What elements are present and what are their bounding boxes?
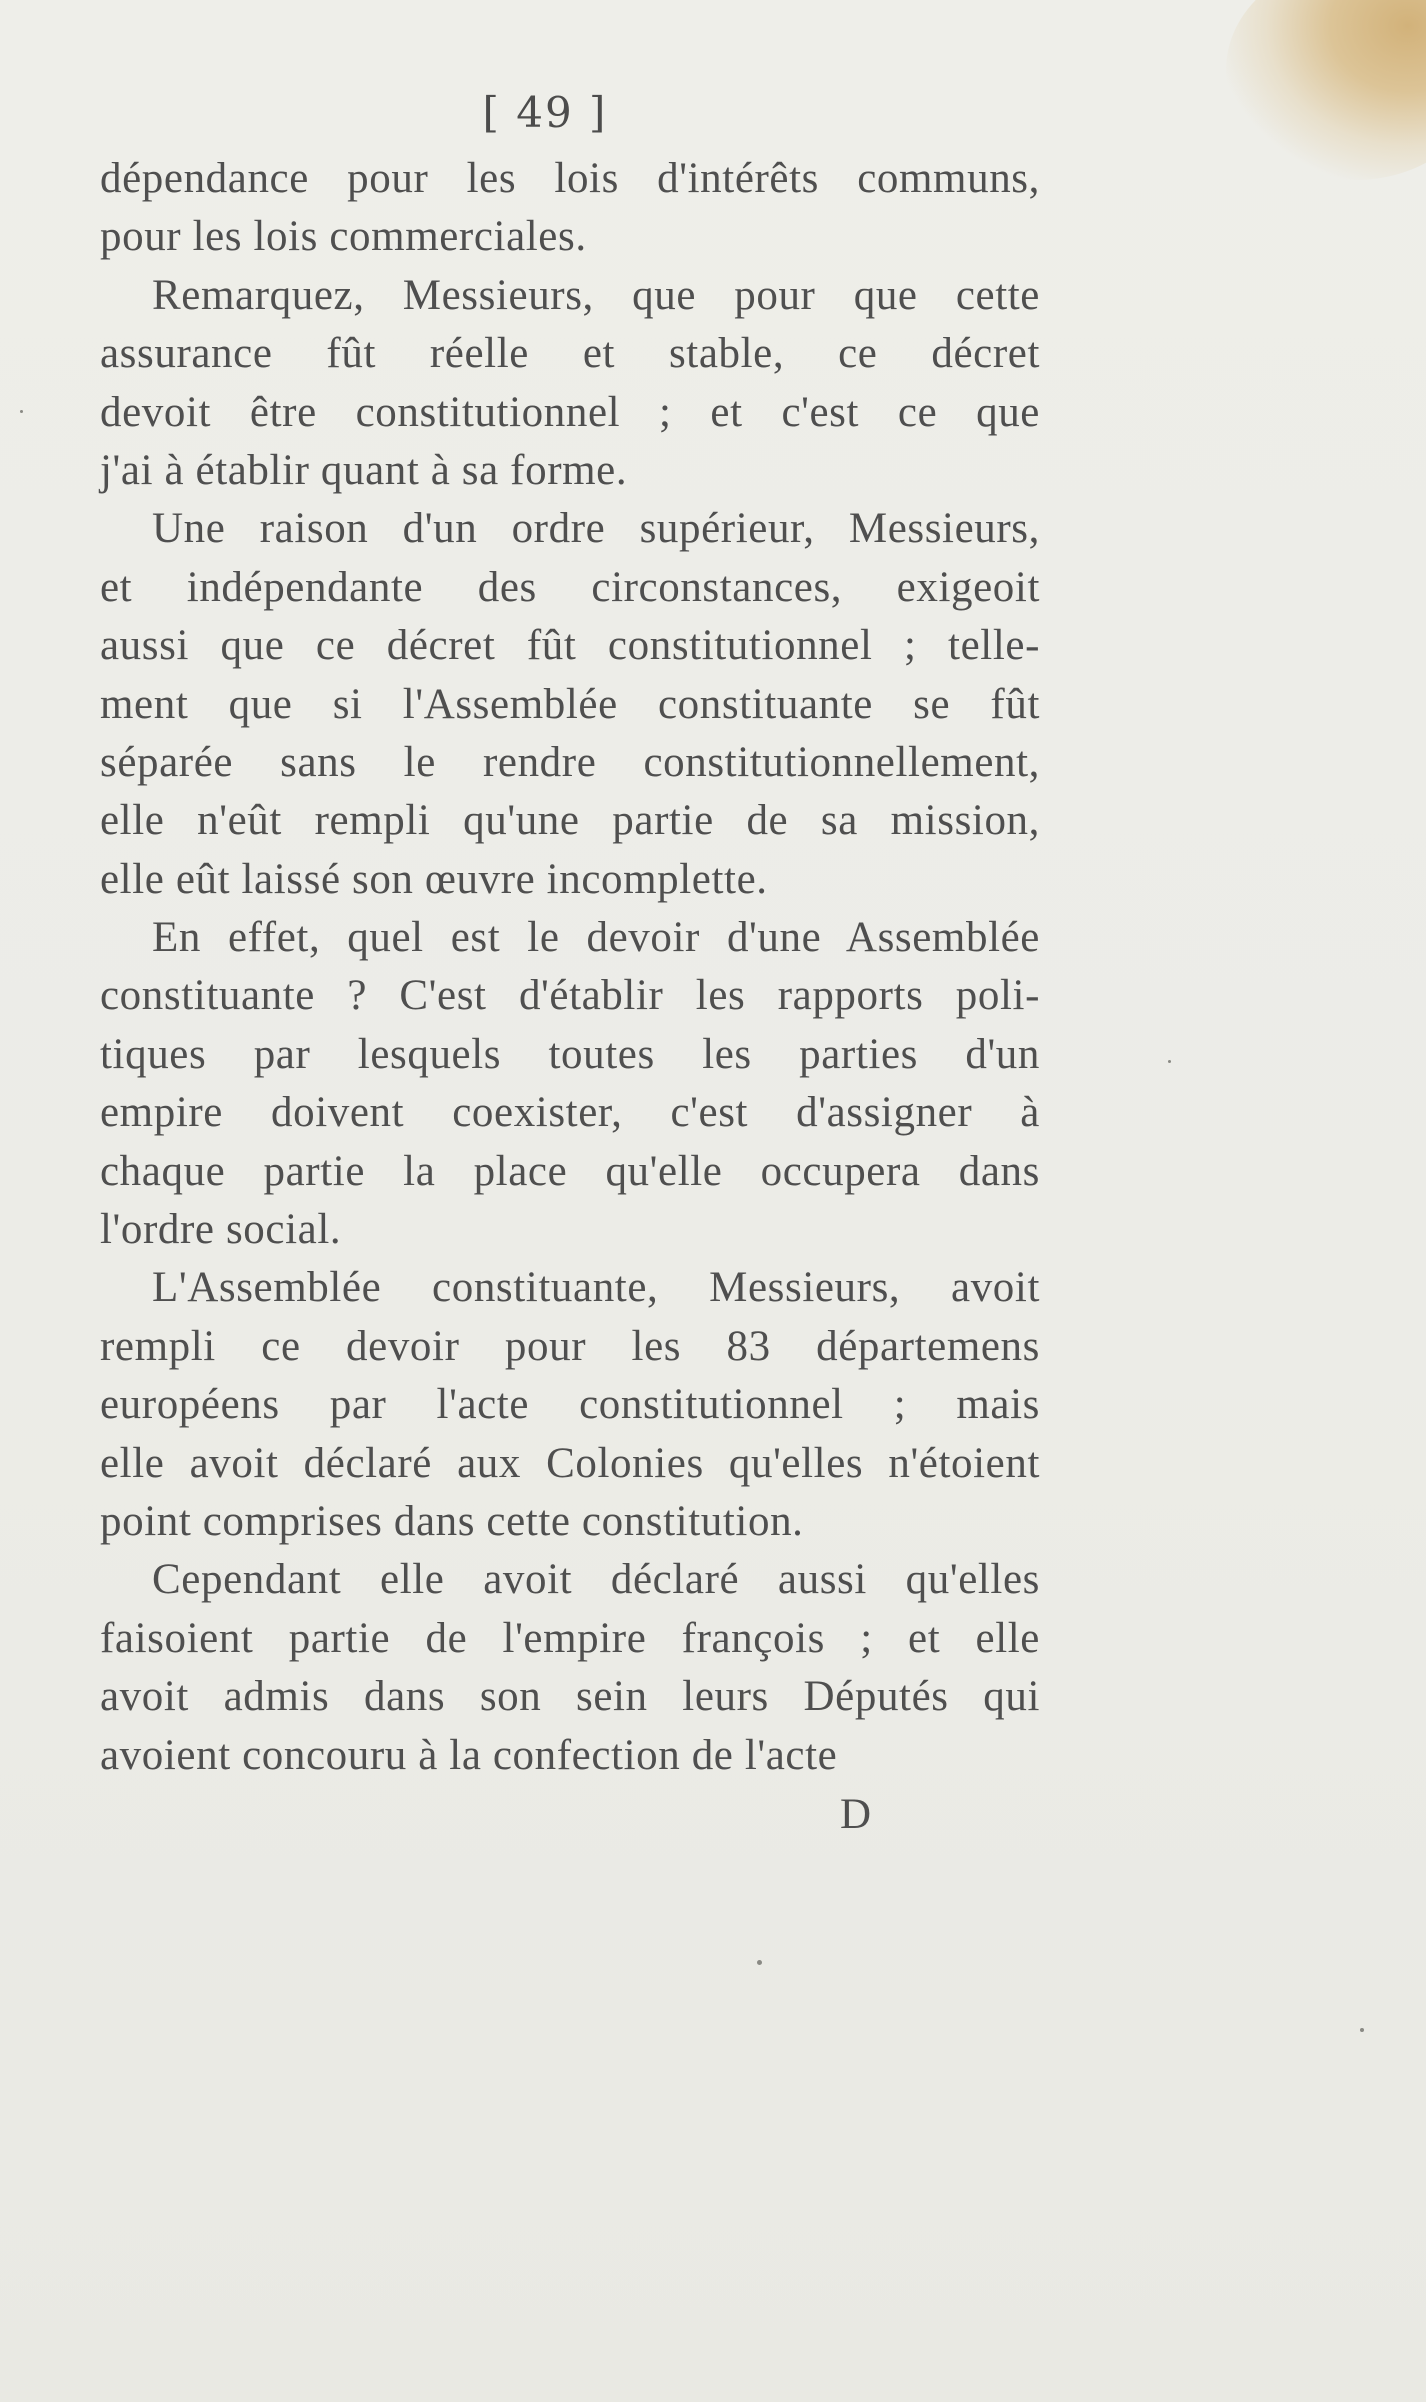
paper-speck: [20, 410, 23, 413]
paragraph: [100, 909, 1040, 1259]
text-line: européens par l'acte constitutionnel ; mais: [100, 1381, 1040, 1429]
body-text: [100, 150, 1040, 1785]
text-line: devoit être constitutionnel ; et c'est ce que: [100, 388, 1040, 436]
paragraph: [100, 150, 1040, 267]
paragraph: [100, 1551, 1040, 1785]
text-line: ment que si l'Assemblée constituante se fût: [100, 680, 1040, 728]
paper-stain: [1226, 0, 1426, 180]
text-line: Cependant elle avoit déclaré aussi qu'elles: [152, 1556, 1040, 1604]
text-line: aussi que ce décret fût constitutionnel ; telle-: [100, 622, 1040, 670]
text-line: assurance fût réelle et stable, ce décret: [100, 330, 1040, 378]
text-line: L'Assemblée constituante, Messieurs, avoit: [152, 1264, 1040, 1312]
paper-speck: [1168, 1060, 1171, 1063]
text-line: tiques par lesquels toutes les parties d'un: [100, 1030, 1040, 1078]
text-line: chaque partie la place qu'elle occupera dans: [100, 1147, 1040, 1195]
text-line: pour les lois commerciales.: [100, 213, 587, 261]
text-line: avoient concouru à la confection de l'acte: [100, 1731, 838, 1779]
text-line: j'ai à établir quant à sa forme.: [100, 446, 628, 494]
text-line: et indépendante des circonstances, exigeoit: [100, 563, 1040, 611]
paragraph: [100, 1259, 1040, 1551]
text-line: dépendance pour les lois d'intérêts communs,: [100, 155, 1040, 202]
paper-speck: [1360, 2028, 1364, 2032]
text-line: constituante ? C'est d'établir les rapports poli-: [100, 972, 1040, 1020]
text-line: rempli ce devoir pour les 83 départemens: [100, 1322, 1040, 1370]
text-line: séparée sans le rendre constitutionnellement,: [100, 738, 1040, 786]
catchword: D: [840, 1791, 872, 1838]
paragraph: [100, 267, 1040, 501]
text-line: point comprises dans cette constitution.: [100, 1497, 804, 1545]
text-line: elle avoit déclaré aux Colonies qu'elles n'étoient: [100, 1439, 1040, 1487]
text-line: elle n'eût rempli qu'une partie de sa mission,: [100, 797, 1040, 845]
text-line: avoit admis dans son sein leurs Députés qui: [100, 1673, 1040, 1721]
paper-speck: [757, 1960, 762, 1965]
text-line: faisoient partie de l'empire françois ; et elle: [100, 1614, 1040, 1662]
text-line: l'ordre social.: [100, 1206, 342, 1254]
text-line: empire doivent coexister, c'est d'assigner à: [100, 1089, 1040, 1137]
text-line: Remarquez, Messieurs, que pour que cette: [152, 271, 1040, 319]
text-line: En effet, quel est le devoir d'une Assemblée: [152, 914, 1040, 962]
page-number: [ 49 ]: [482, 88, 608, 137]
text-line: Une raison d'un ordre supérieur, Messieurs,: [152, 505, 1040, 553]
paragraph: [100, 500, 1040, 909]
text-line: elle eût laissé son œuvre incomplette.: [100, 855, 768, 903]
